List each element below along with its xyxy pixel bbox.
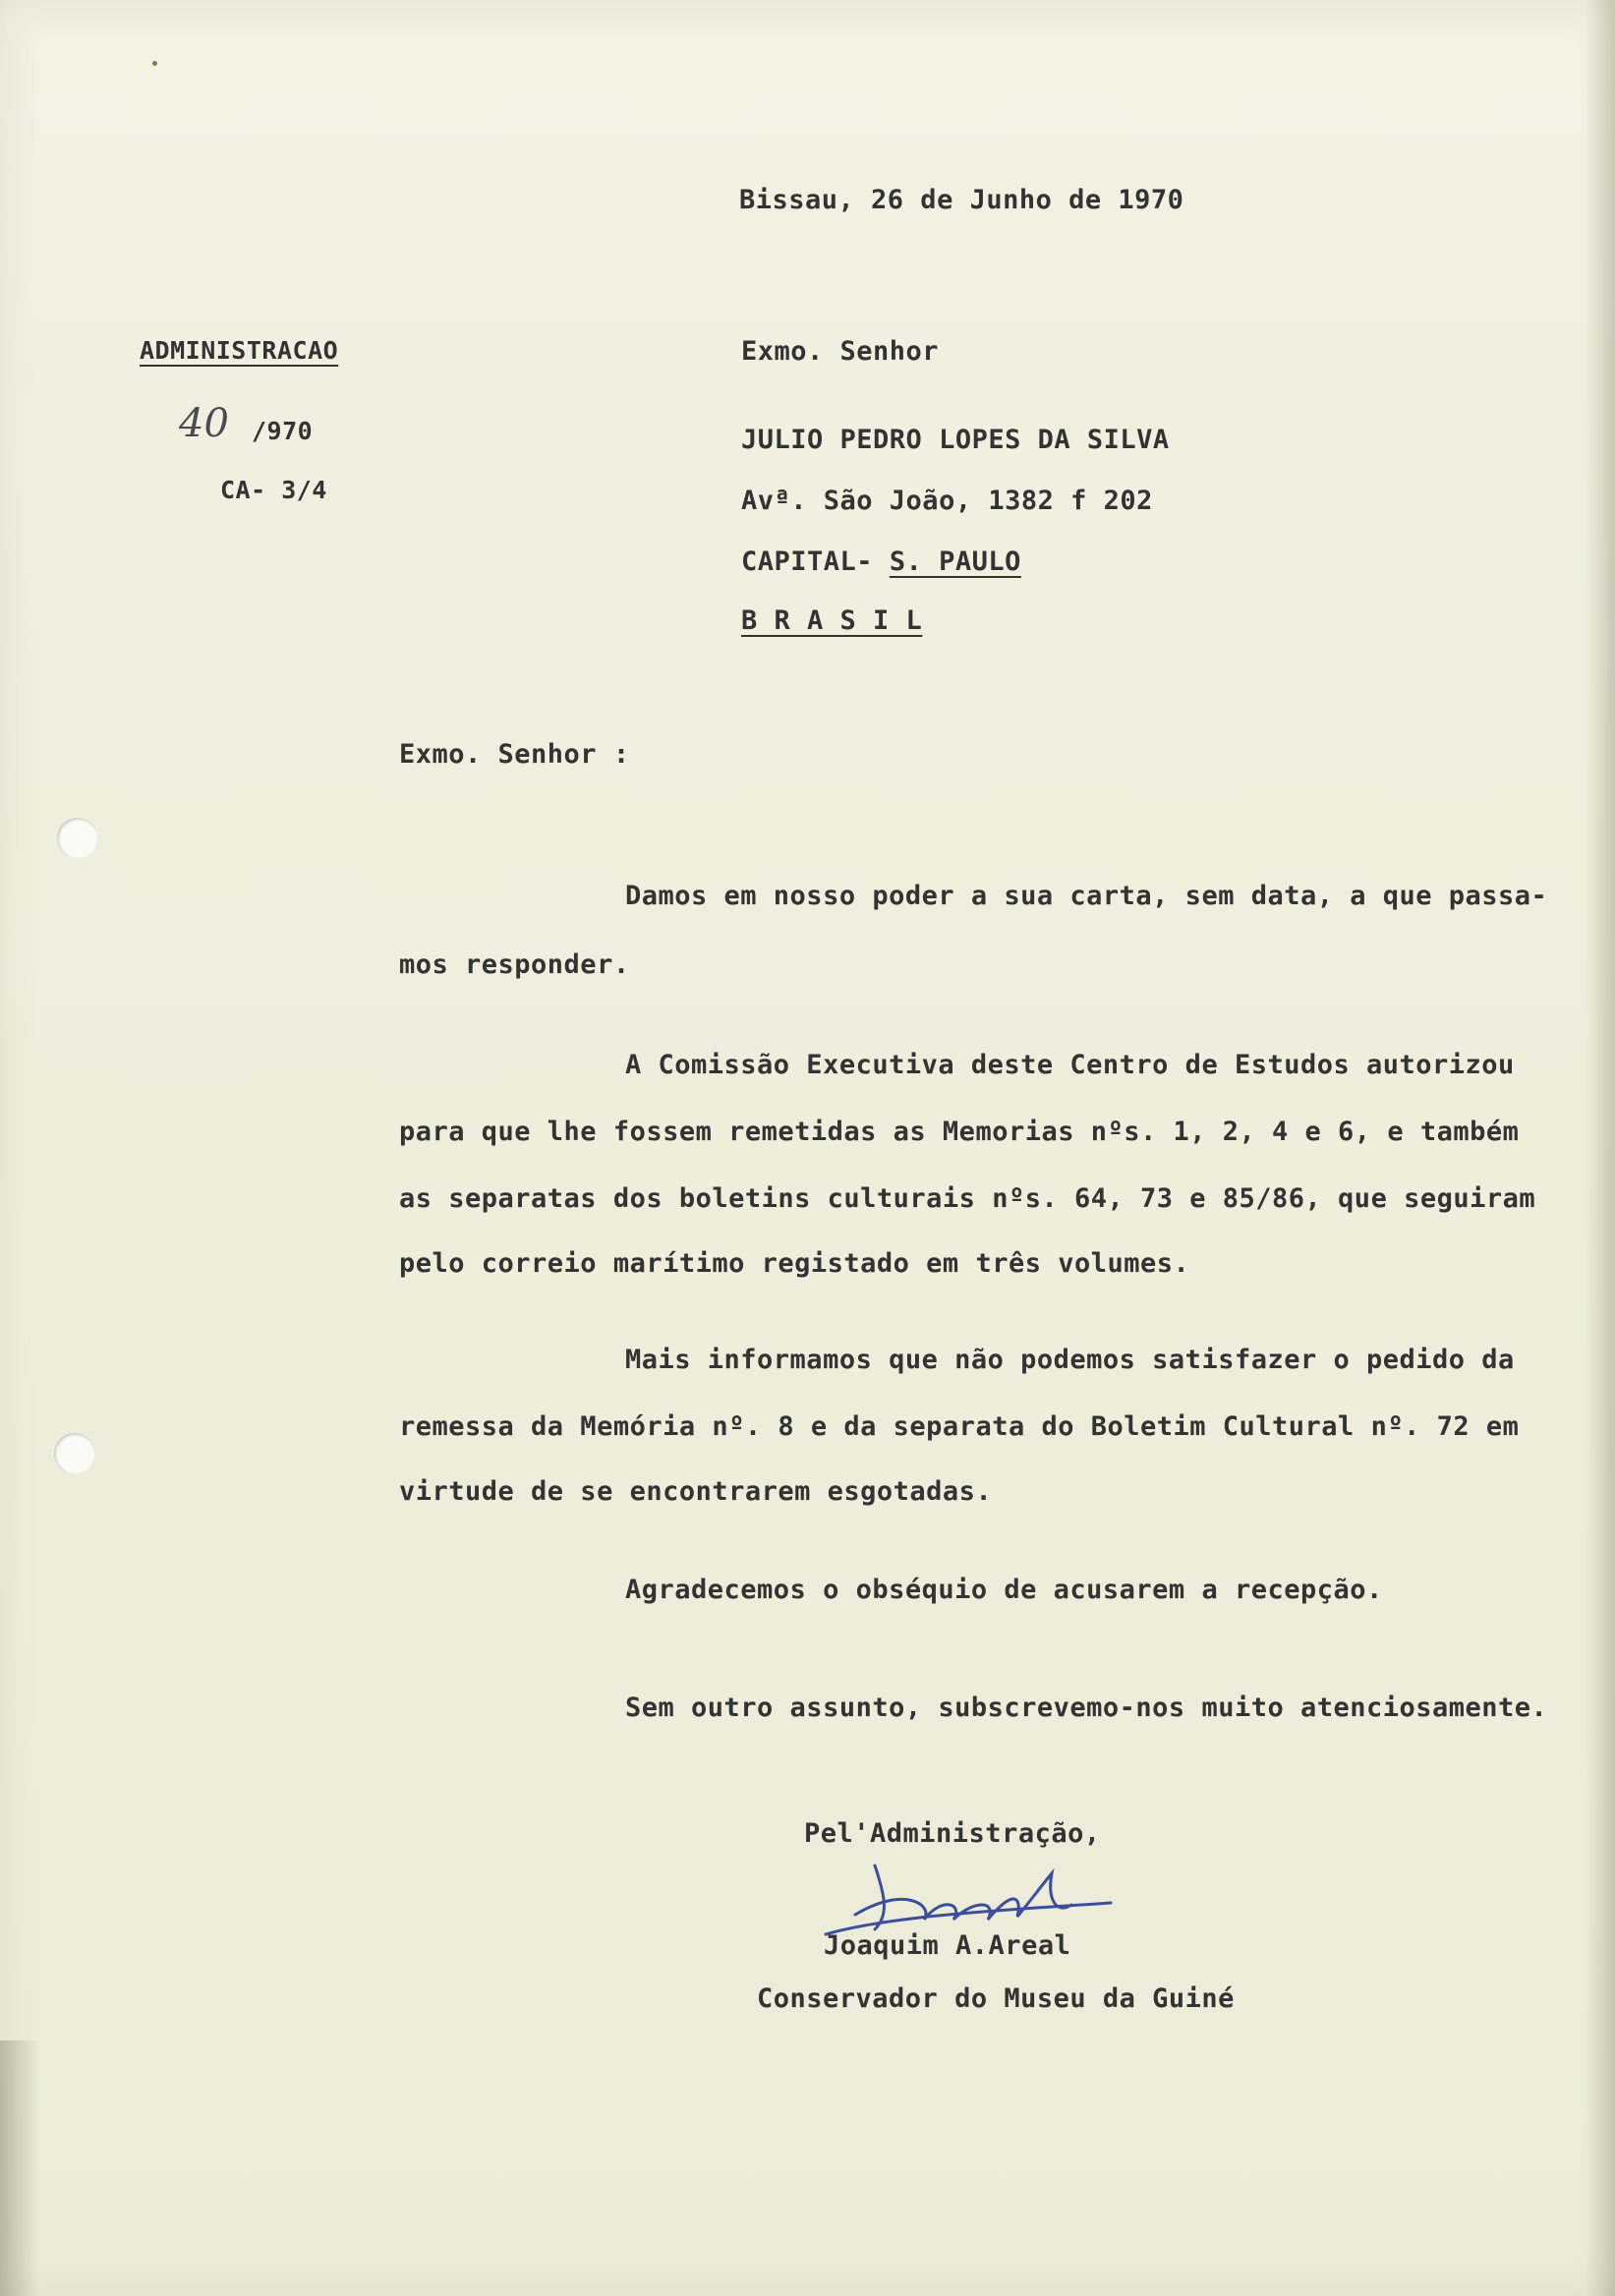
paper-edge-shadow [1586,0,1615,2296]
recipient-address: Avª. São João, 1382 f 202 [741,486,1153,516]
greeting: Exmo. Senhor : [399,739,630,770]
body-line: remessa da Memória nº. 8 e da separata do Boletim Cultural nº. 72 em [399,1411,1520,1442]
paper-edge-shadow-left [0,2040,39,2296]
body-line: Agradecemos o obséquio de acusarem a recepção. [625,1575,1383,1605]
punch-hole-top [57,818,98,859]
body-line: Damos em nosso poder a sua carta, sem data, a que passa- [625,881,1548,911]
body-line: A Comissão Executiva deste Centro de Estudos autorizou [625,1050,1515,1080]
ref-year: /970 [252,417,314,445]
body-line: as separatas dos boletins culturais nºs. 64, 73 e 85/86, que seguiram [399,1183,1536,1214]
signatory-name: Joaquim A.Areal [824,1930,1071,1961]
body-line: Mais informamos que não podemos satisfazer o pedido da [625,1345,1515,1375]
ref-code: CA- 3/4 [220,476,327,504]
recipient-name: JULIO PEDRO LOPES DA SILVA [741,425,1170,455]
punch-hole-bottom [54,1433,95,1474]
recipient-city-line [741,546,1021,577]
recipient-city-prefix: CAPITAL- [741,546,890,577]
closing-line: Sem outro assunto, subscrevemo-nos muito atenciosamente. [625,1693,1548,1723]
body-line: virtude de se encontrarem esgotadas. [399,1476,993,1507]
body-line: pelo correio marítimo registado em três volumes. [399,1248,1190,1279]
department-label: ADMINISTRACAO [140,336,339,365]
signature-on-behalf: Pel'Administração, [804,1818,1101,1849]
signatory-title: Conservador do Museu da Guiné [757,1983,1235,2014]
recipient-city: S. PAULO [889,546,1021,577]
body-line: mos responder. [399,949,630,980]
recipient-country: B R A S I L [741,605,923,636]
body-line: para que lhe fossem remetidas as Memorias nºs. 1, 2, 4 e 6, e também [399,1117,1520,1147]
paper-speck [152,61,157,66]
handwritten-ref-number: 40 [179,401,229,446]
recipient-salutation: Exmo. Senhor [741,336,940,367]
handwritten-signature [816,1846,1121,1944]
place-date: Bissau, 26 de Junho de 1970 [739,185,1184,215]
